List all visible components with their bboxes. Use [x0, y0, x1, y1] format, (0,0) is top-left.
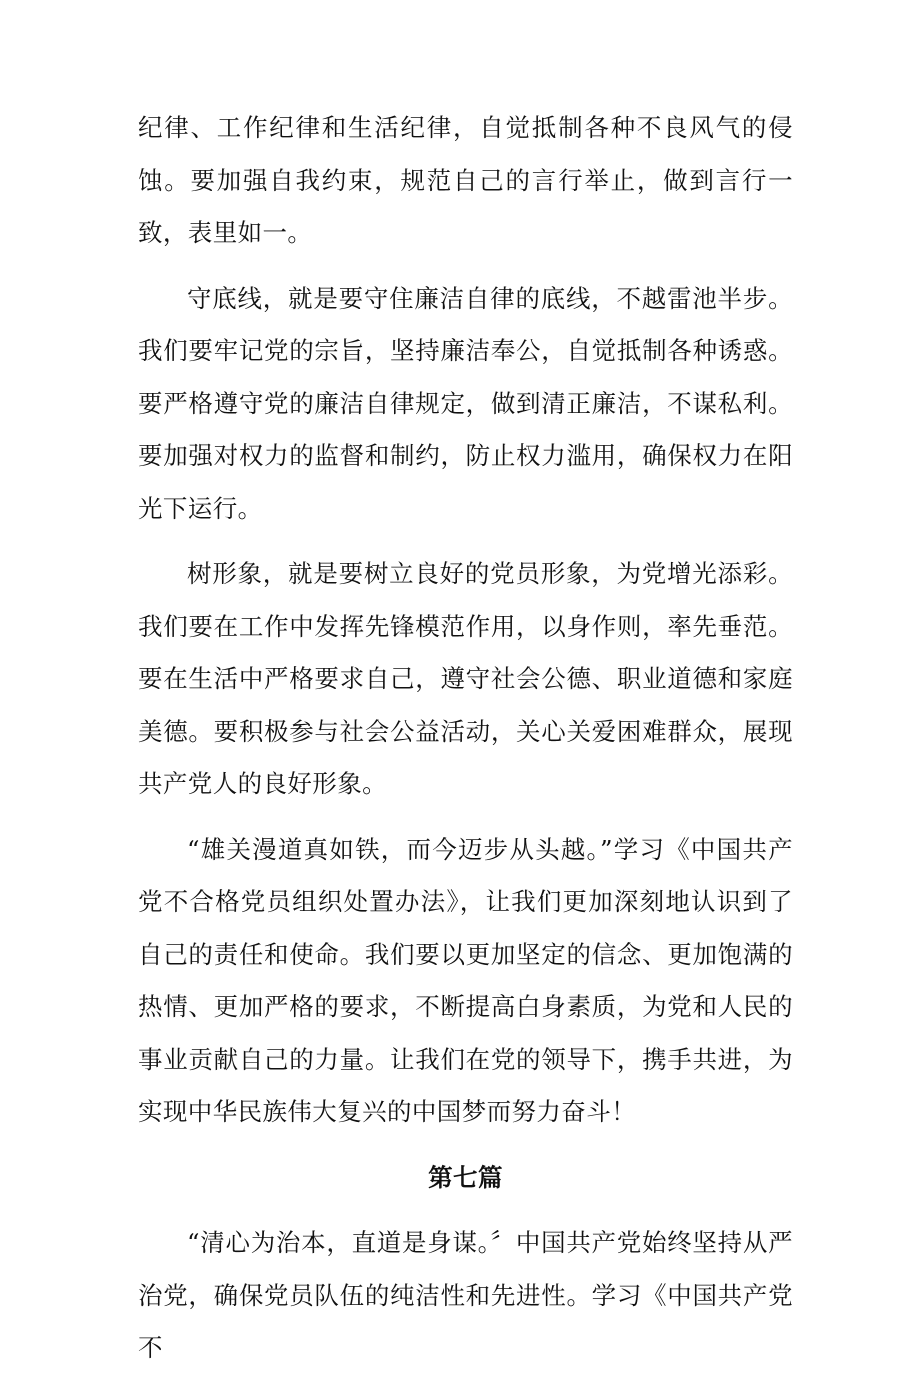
- paragraph-continued: 纪律、工作纪律和生活纪律，自觉抵制各种不良风气的侵蚀。要加强自我约束，规范自己的言行举止，做到言行一致，表里如一。: [138, 113, 793, 247]
- paragraph-image: 树形象，就是要树立良好的党员形象，为党增光添彩。我们要在工作中发挥先锋模范作用，以身作则，率先垂范。要在生活中严格要求自己，遵守社会公德、职业道德和家庭美德。要积极参与社会公益活动，关心关爱困难群众，展现共产党人的良好形象。: [138, 559, 793, 798]
- section-heading: 第七篇: [428, 1162, 503, 1192]
- paragraph-conclusion: “雄关漫道真如铁，而今迈步从头越。”学习《中国共产党不合格党员组织处置办法》，让我们更加深刻地认识到了自己的责任和使命。我们要以更加坚定的信念、更加饱满的热情、更加严格的要求，不断提高白身素质，为党和人民的事业贡献自己的力量。让我们在党的领导下，携手共进，为实现中华民族伟大复兴的中国梦而努力奋斗！: [138, 834, 793, 1126]
- document-body: [138, 102, 793, 1375]
- paragraph-section-start: “清心为治本，直道是身谋。〞中国共产党始终坚持从严治党，确保党员队伍的纯洁性和先进性。学习《中国共产党不: [138, 1228, 793, 1362]
- paragraph-bottom-line: 守底线，就是要守住廉洁自律的底线，不越雷池半步。我们要牢记党的宗旨，坚持廉洁奉公，自觉抵制各种诱惑。要严格遵守党的廉洁自律规定，做到清正廉洁，不谋私利。要加强对权力的监督和制约，防止权力滥用，确保权力在阳光下运行。: [138, 283, 793, 523]
